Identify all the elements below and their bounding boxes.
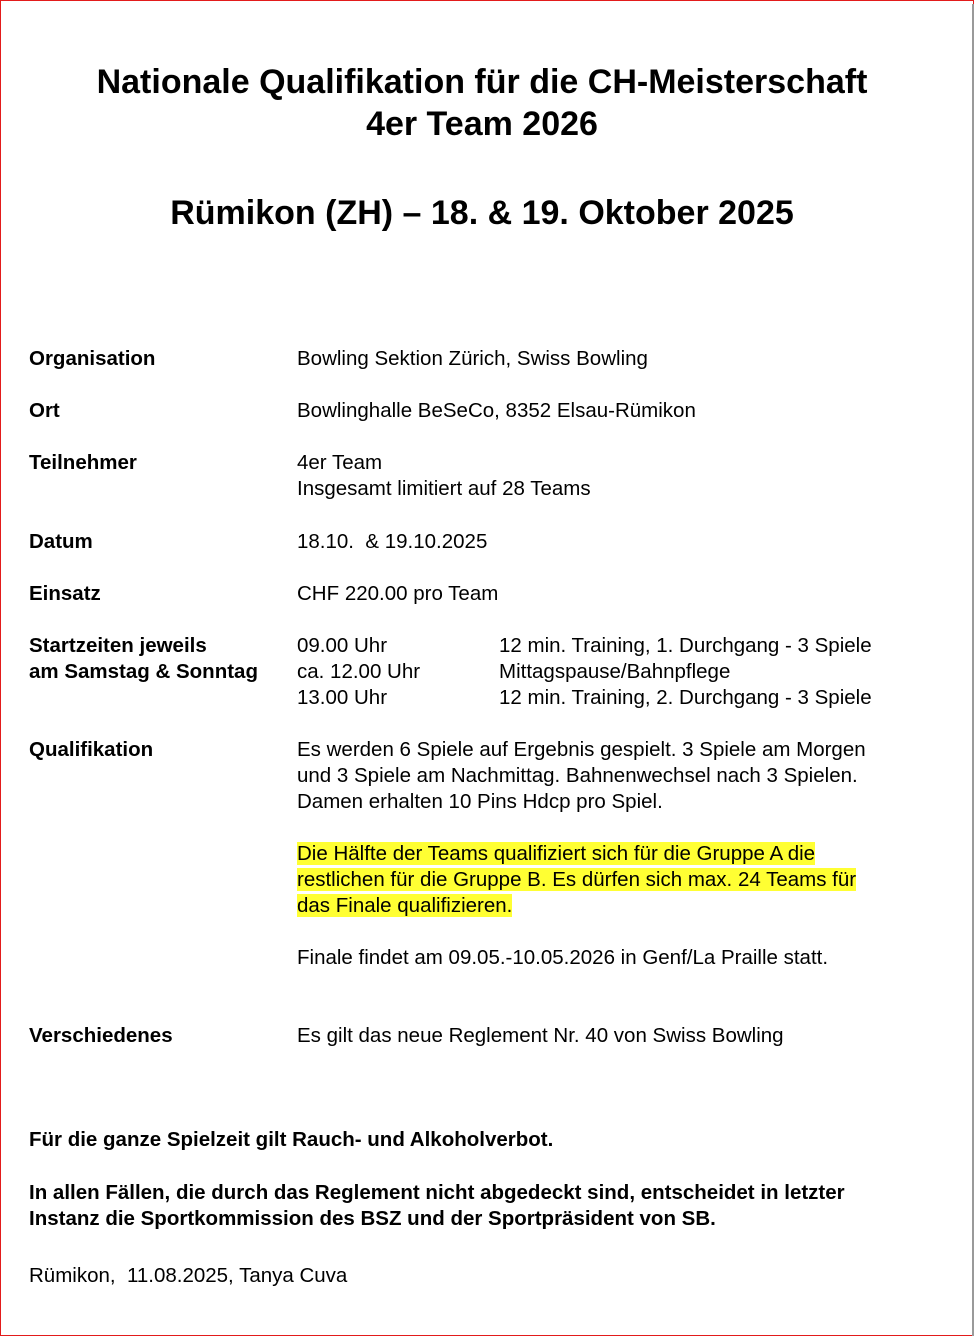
qualifikation-para1-line-2: und 3 Spiele am Nachmittag. Bahnenwechsel nach 3 Spielen. bbox=[297, 764, 858, 787]
title-line-2: 4er Team 2026 bbox=[366, 105, 598, 143]
schedule-time-3: 13.00 Uhr bbox=[297, 686, 388, 709]
label-startzeiten-line-1: Startzeiten jeweils bbox=[29, 634, 207, 657]
label-teilnehmer: Teilnehmer bbox=[29, 451, 137, 474]
qualifikation-para1-line-1: Es werden 6 Spiele auf Ergebnis gespielt. 3 Spiele am Morgen bbox=[297, 738, 866, 761]
value-einsatz: CHF 220.00 pro Team bbox=[297, 582, 499, 605]
value-verschiedenes: Es gilt das neue Reglement Nr. 40 von Swiss Bowling bbox=[297, 1024, 784, 1047]
notice-smoking-alcohol: Für die ganze Spielzeit gilt Rauch- und Alkoholverbot. bbox=[29, 1128, 554, 1151]
notice-reglement-line-1: In allen Fällen, die durch das Reglement nicht abgedeckt sind, entscheidet in letzter bbox=[29, 1181, 845, 1204]
schedule-desc-1: 12 min. Training, 1. Durchgang - 3 Spiele bbox=[499, 634, 872, 657]
value-teilnehmer-line-1: 4er Team bbox=[297, 451, 383, 474]
label-startzeiten-line-2: am Samstag & Sonntag bbox=[29, 660, 258, 683]
notice-reglement-line-2: Instanz die Sportkommission des BSZ und der Sportpräsident von SB. bbox=[29, 1207, 716, 1230]
label-verschiedenes: Verschiedenes bbox=[29, 1024, 173, 1047]
value-ort: Bowlinghalle BeSeCo, 8352 Elsau-Rümikon bbox=[297, 399, 696, 422]
qualifikation-highlight-line-3: das Finale qualifizieren. bbox=[297, 894, 513, 917]
qualifikation-finale: Finale findet am 09.05.-10.05.2026 in Genf/La Praille statt. bbox=[297, 946, 829, 969]
label-qualifikation: Qualifikation bbox=[29, 738, 154, 761]
label-organisation: Organisation bbox=[29, 347, 156, 370]
title-line-3: Rümikon (ZH) – 18. & 19. Oktober 2025 bbox=[170, 194, 794, 232]
schedule-desc-2: Mittagspause/Bahnpflege bbox=[499, 660, 731, 683]
value-datum: 18.10. & 19.10.2025 bbox=[297, 530, 488, 553]
qualifikation-para1-line-3: Damen erhalten 10 Pins Hdcp pro Spiel. bbox=[297, 790, 663, 813]
schedule-time-2: ca. 12.00 Uhr bbox=[297, 660, 421, 683]
value-organisation: Bowling Sektion Zürich, Swiss Bowling bbox=[297, 347, 648, 370]
schedule-desc-3: 12 min. Training, 2. Durchgang - 3 Spiele bbox=[499, 686, 872, 709]
label-ort: Ort bbox=[29, 399, 60, 422]
title-line-1: Nationale Qualifikation für die CH-Meisterschaft bbox=[96, 63, 868, 101]
label-einsatz: Einsatz bbox=[29, 582, 101, 605]
schedule-time-1: 09.00 Uhr bbox=[297, 634, 388, 657]
value-teilnehmer-line-2: Insgesamt limitiert auf 28 Teams bbox=[297, 477, 591, 500]
signature-line: Rümikon, 11.08.2025, Tanya Cuva bbox=[29, 1264, 348, 1287]
qualifikation-highlight-line-2: restlichen für die Gruppe B. Es dürfen sich max. 24 Teams für bbox=[297, 868, 857, 891]
label-datum: Datum bbox=[29, 530, 93, 553]
qualifikation-highlight-line-1: Die Hälfte der Teams qualifiziert sich für die Gruppe A die bbox=[297, 842, 816, 865]
